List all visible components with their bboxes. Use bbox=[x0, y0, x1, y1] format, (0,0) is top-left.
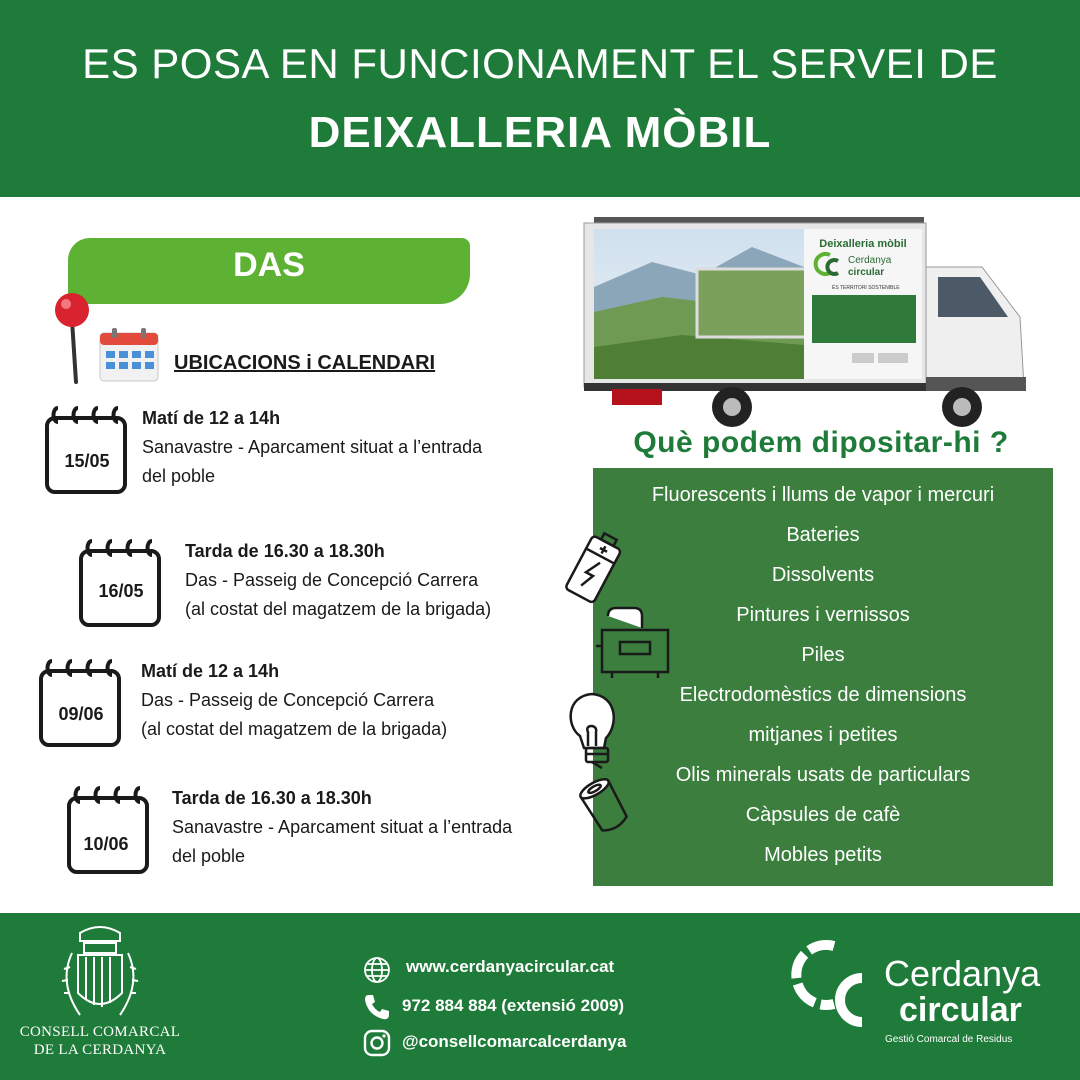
instagram-handle[interactable]: @consellcomarcalcerdanya bbox=[402, 1032, 627, 1051]
schedule-date: 10/06 bbox=[83, 834, 129, 854]
deposit-item: Bateries bbox=[786, 524, 860, 546]
org-name-line2: DE LA CERDANYA bbox=[33, 1042, 167, 1058]
deposit-item: mitjanes i petites bbox=[748, 724, 898, 746]
toaster-icon bbox=[594, 606, 676, 680]
deposit-item: Fluorescents i llums de vapor i mercuri bbox=[651, 484, 995, 506]
brand-name-top: Cerdanya bbox=[884, 953, 1041, 994]
deposit-title: Què podem dipositar-hi ? bbox=[633, 426, 1009, 459]
calendar-date-icon bbox=[44, 404, 130, 496]
lightbulb-icon bbox=[562, 688, 624, 770]
schedule-date: 15/05 bbox=[64, 451, 110, 471]
deposit-item: Piles bbox=[801, 644, 845, 666]
coat-of-arms-logo bbox=[50, 923, 150, 1023]
calendar-date-icon bbox=[38, 657, 124, 749]
battery-icon bbox=[560, 528, 630, 608]
schedule-time: Tarda de 16.30 a 18.30h bbox=[185, 541, 385, 561]
truck-slogan: ÉS TERRITORI SOSTENIBLE bbox=[832, 285, 900, 291]
org-name bbox=[10, 1023, 190, 1059]
deposit-item: Pintures i vernissos bbox=[736, 604, 910, 626]
deposit-item: Olis minerals usats de particulars bbox=[675, 764, 971, 786]
schedule-time: Matí de 12 a 14h bbox=[141, 661, 280, 681]
phone-icon bbox=[362, 992, 392, 1022]
section-title: UBICACIONS i CALENDARI bbox=[174, 352, 436, 374]
calendar-date-icon bbox=[66, 784, 152, 876]
schedule-location-line1: Das - Passeig de Concepció Carrera bbox=[185, 570, 479, 590]
schedule-location-line1: Das - Passeig de Concepció Carrera bbox=[141, 690, 435, 710]
schedule-date: 09/06 bbox=[58, 704, 104, 724]
phone-number[interactable]: 972 884 884 (extensió 2009) bbox=[402, 996, 625, 1015]
cerdanya-circular-logo bbox=[788, 938, 880, 1038]
header-title-line1: ES POSA EN FUNCIONAMENT EL SERVEI DE bbox=[82, 40, 998, 87]
can-icon bbox=[572, 774, 638, 840]
schedule-location-line2: (al costat del magatzem de la brigada) bbox=[141, 719, 448, 739]
calendar-icon bbox=[98, 327, 160, 383]
schedule-location-line2: (al costat del magatzem de la brigada) bbox=[185, 599, 492, 619]
instagram-icon bbox=[362, 1028, 392, 1058]
municipality-badge: DAS bbox=[68, 238, 470, 304]
schedule-date: 16/05 bbox=[98, 581, 144, 601]
deposit-item: Càpsules de cafè bbox=[745, 804, 901, 826]
deposit-item: Electrodomèstics de dimensions bbox=[679, 684, 967, 706]
org-name-line1: CONSELL COMARCAL bbox=[19, 1024, 181, 1040]
truck-brand-top: Cerdanya bbox=[848, 255, 892, 266]
schedule-location-line2: del poble bbox=[142, 466, 216, 486]
schedule-location-line1: Sanavastre - Aparcament situat a l’entrada bbox=[142, 437, 483, 457]
schedule-location-line2: del poble bbox=[172, 846, 246, 866]
truck-illustration bbox=[582, 217, 1028, 429]
footer bbox=[0, 913, 1080, 1080]
schedule-location-line1: Sanavastre - Aparcament situat a l’entrada bbox=[172, 817, 513, 837]
map-pin-icon bbox=[50, 290, 94, 386]
header-banner bbox=[0, 0, 1080, 197]
website-link[interactable]: www.cerdanyacircular.cat bbox=[406, 957, 615, 976]
globe-icon bbox=[362, 955, 392, 985]
brand-subtitle: Gestió Comarcal de Residus bbox=[885, 1034, 1013, 1045]
schedule-time: Tarda de 16.30 a 18.30h bbox=[172, 788, 372, 808]
truck-title: Deixalleria mòbil bbox=[819, 238, 907, 250]
deposit-item: Dissolvents bbox=[771, 564, 875, 586]
truck-brand-bottom: circular bbox=[848, 267, 885, 278]
header-title-line2: DEIXALLERIA MÒBIL bbox=[308, 108, 772, 157]
schedule-time: Matí de 12 a 14h bbox=[142, 408, 281, 428]
deposit-item: Mobles petits bbox=[764, 844, 882, 866]
brand-name-bottom: circular bbox=[899, 991, 1022, 1029]
